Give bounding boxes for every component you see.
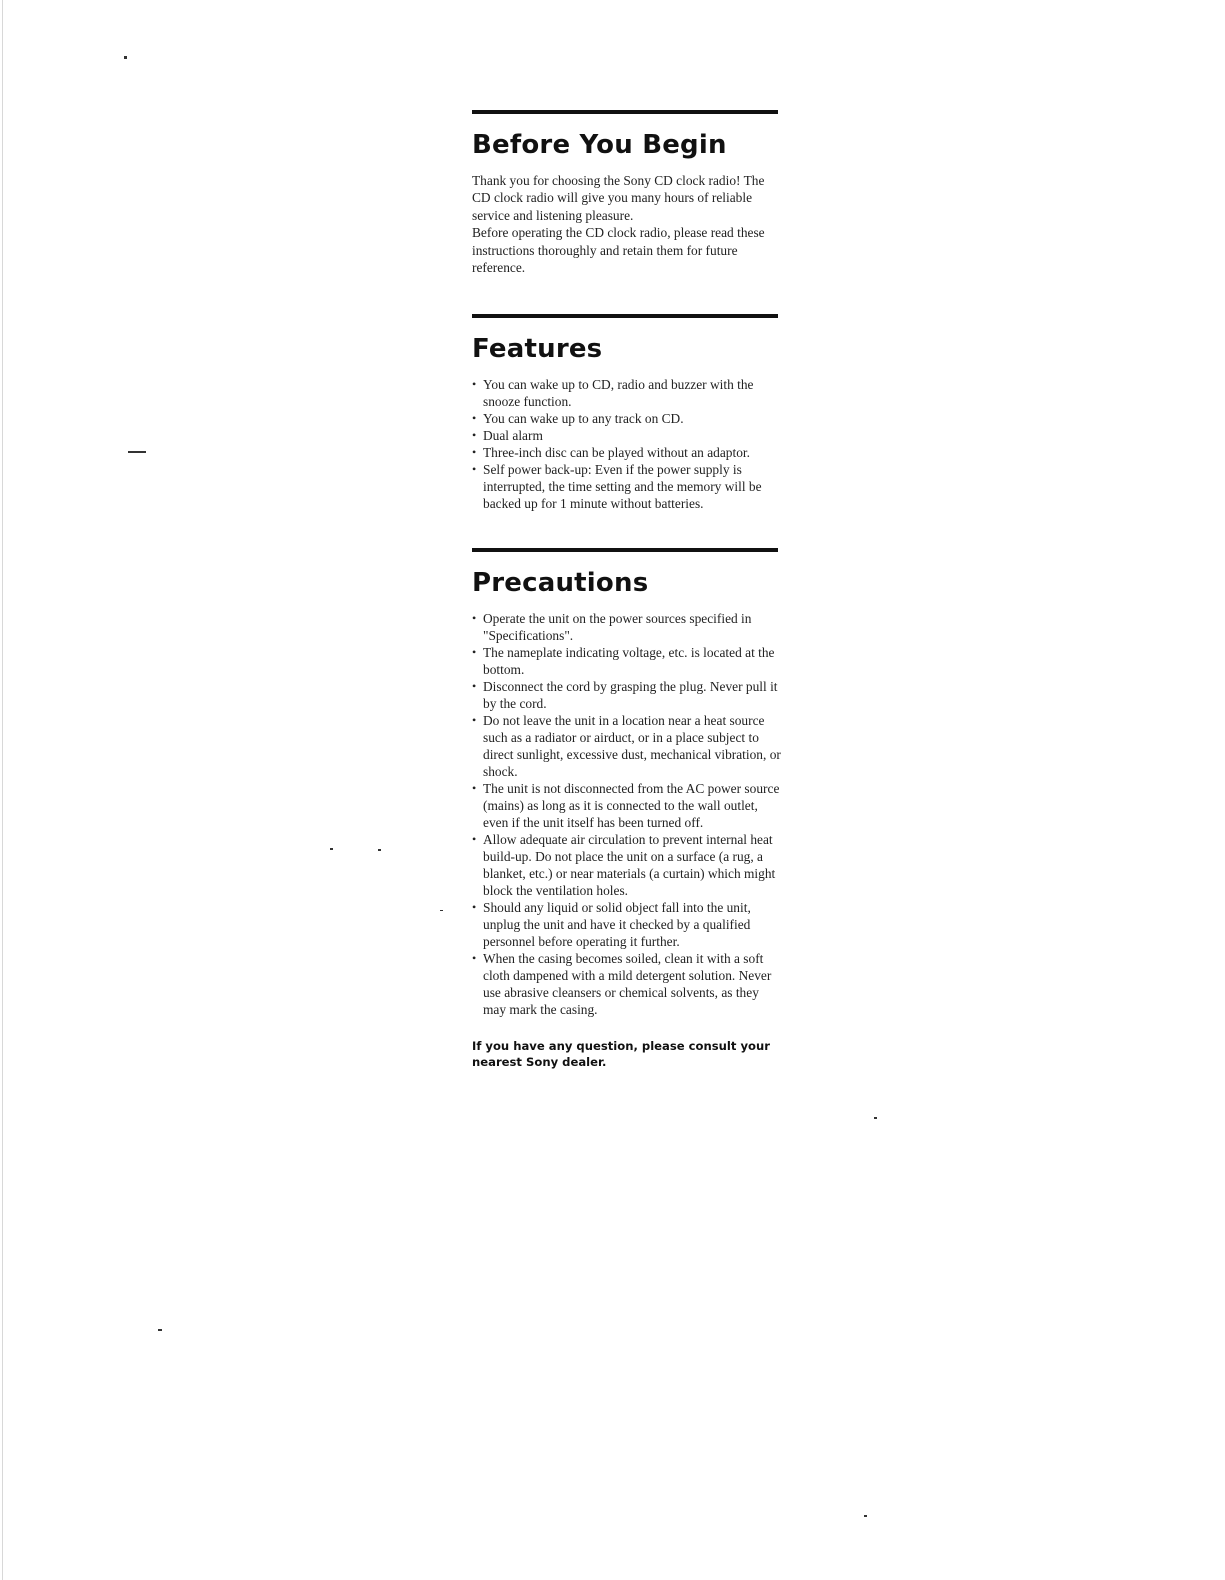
before-you-begin-body xyxy=(472,172,784,276)
list-item xyxy=(472,950,784,1018)
list-item-text: You can wake up to any track on CD. xyxy=(483,411,684,427)
bullet-icon: • xyxy=(472,377,477,392)
features-heading: Features xyxy=(472,334,603,365)
list-item xyxy=(472,678,784,712)
scan-speck xyxy=(330,848,333,850)
bullet-icon: • xyxy=(472,411,477,426)
precautions-list xyxy=(472,610,784,1018)
intro-paragraph: Before operating the CD clock radio, please read these instructions thoroughly and retain them for future reference. xyxy=(472,225,765,276)
list-item xyxy=(472,376,784,410)
list-item-text: You can wake up to CD, radio and buzzer with the snooze function. xyxy=(483,377,754,410)
scan-speck xyxy=(158,1329,162,1331)
list-item xyxy=(472,410,784,427)
list-item-text: Should any liquid or solid object fall into the unit, unplug the unit and have it checked by a qualified personnel before operating it further. xyxy=(483,900,751,950)
section-rule xyxy=(472,314,778,318)
list-item xyxy=(472,610,784,644)
bullet-icon: • xyxy=(472,951,477,966)
list-item xyxy=(472,644,784,678)
list-item xyxy=(472,780,784,831)
list-item-text: Disconnect the cord by grasping the plug. Never pull it by the cord. xyxy=(483,679,778,712)
scan-speck xyxy=(864,1515,867,1517)
scan-speck xyxy=(378,849,381,851)
list-item-text: The nameplate indicating voltage, etc. is located at the bottom. xyxy=(483,645,775,678)
features-list xyxy=(472,376,784,512)
list-item-text: Operate the unit on the power sources specified in "Specifications". xyxy=(483,611,752,644)
left-scan-edge xyxy=(2,0,3,1580)
bullet-icon: • xyxy=(472,713,477,728)
list-item xyxy=(472,712,784,780)
list-item-text: Do not leave the unit in a location near a heat source such as a radiator or airduct, or in a place subject to direct sunlight, excessive dust, mechanical vibration, or shock. xyxy=(483,713,781,780)
before-you-begin-heading: Before You Begin xyxy=(472,130,727,160)
bullet-icon: • xyxy=(472,428,477,443)
list-item xyxy=(472,899,784,950)
bullet-icon: • xyxy=(472,781,477,796)
before-you-begin-section xyxy=(472,110,784,276)
section-rule xyxy=(472,548,778,552)
list-item xyxy=(472,461,784,512)
list-item-text: Self power back-up: Even if the power supply is interrupted, the time setting and the memory will be backed up for 1 minute without batteries. xyxy=(483,462,762,512)
list-item-text: When the casing becomes soiled, clean it with a soft cloth dampened with a mild detergent solution. Never use abrasive cleansers or chemical solvents, as they may mark the casing. xyxy=(483,951,772,1018)
bullet-icon: • xyxy=(472,645,477,660)
closing-note: If you have any question, please consult your nearest Sony dealer. xyxy=(472,1039,770,1070)
precautions-section xyxy=(472,548,784,1070)
scan-speck xyxy=(124,56,127,59)
document-column xyxy=(472,110,784,1082)
section-rule xyxy=(472,110,778,114)
bullet-icon: • xyxy=(472,832,477,847)
list-item-text: Three-inch disc can be played without an adaptor. xyxy=(483,445,750,461)
intro-paragraph: Thank you for choosing the Sony CD clock radio! The CD clock radio will give you many hours of reliable service and listening pleasure. xyxy=(472,173,765,223)
bullet-icon: • xyxy=(472,679,477,694)
bullet-icon: • xyxy=(472,445,477,460)
bullet-icon: • xyxy=(472,900,477,915)
bullet-icon: • xyxy=(472,611,477,626)
list-item-text: Dual alarm xyxy=(483,428,543,444)
list-item-text: Allow adequate air circulation to prevent internal heat build-up. Do not place the unit on a surface (a rug, a blanket, etc.) or near materials (a curtain) which might block the ventilation holes. xyxy=(483,832,776,899)
bullet-icon: • xyxy=(472,462,477,477)
scan-speck xyxy=(440,910,443,911)
precautions-heading: Precautions xyxy=(472,568,649,599)
scan-speck xyxy=(874,1117,877,1119)
list-item xyxy=(472,444,784,461)
list-item xyxy=(472,427,784,444)
features-section xyxy=(472,314,784,512)
list-item xyxy=(472,831,784,899)
scan-speck xyxy=(128,451,146,453)
list-item-text: The unit is not disconnected from the AC power source (mains) as long as it is connected to the wall outlet, even if the unit itself has been turned off. xyxy=(483,781,780,831)
